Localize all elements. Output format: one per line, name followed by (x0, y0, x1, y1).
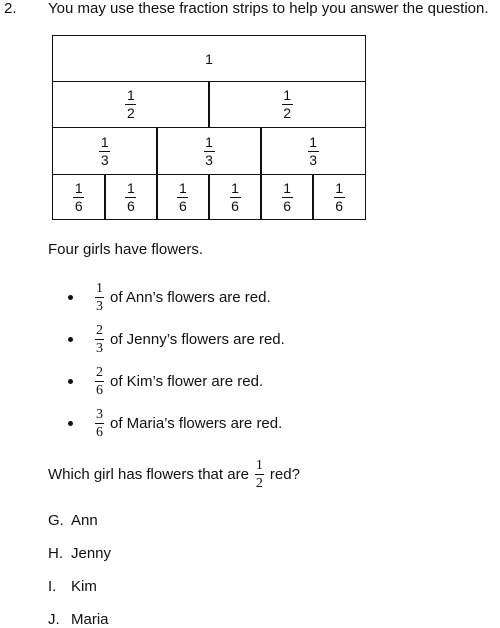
bullet-text: of Maria’s flowers are red. (110, 414, 283, 432)
denominator: 2 (126, 105, 135, 121)
fraction-label (95, 407, 104, 440)
strip-cell-sixth (52, 174, 106, 220)
bullet-text: of Kim’s flower are red. (110, 372, 264, 390)
choice-text: Jenny (71, 545, 112, 562)
numerator: 1 (96, 280, 103, 296)
choice-text: Ann (71, 512, 98, 529)
strip-row-sixths (52, 174, 366, 220)
strip-row-thirds (52, 127, 366, 175)
question-text-before: Which girl has flowers that are (48, 466, 249, 483)
bullet-dot-icon (68, 421, 73, 426)
strip-cell-whole (52, 35, 366, 82)
fraction-label (282, 88, 293, 121)
denominator: 3 (96, 340, 103, 356)
bullet-item (64, 405, 282, 441)
numerator: 1 (283, 87, 292, 103)
denominator: 6 (96, 382, 103, 398)
denominator: 6 (74, 197, 83, 214)
numerator: 1 (205, 133, 213, 150)
strip-cell-sixth (260, 174, 314, 220)
numerator: 1 (126, 179, 135, 196)
denominator: 3 (205, 151, 213, 168)
denominator: 2 (255, 476, 263, 491)
bullet-item (64, 363, 263, 399)
bullet-item (64, 321, 285, 357)
answer-choice-j[interactable] (48, 611, 109, 628)
strip-cell-sixth (156, 174, 210, 220)
fraction-label (334, 181, 345, 214)
strip-cell-sixth (104, 174, 158, 220)
answer-choice-g[interactable] (48, 512, 98, 529)
fraction-label (95, 281, 104, 314)
bullet-dot-icon (68, 295, 73, 300)
strip-cell-sixth (312, 174, 366, 220)
fraction-bar (255, 474, 264, 475)
bullet-text: of Ann’s flowers are red. (110, 288, 271, 306)
denominator: 6 (179, 197, 187, 214)
intro-text: Four girls have flowers. (48, 241, 204, 258)
numerator: 1 (255, 458, 263, 473)
fraction-label (255, 458, 264, 491)
fraction-label (308, 135, 319, 168)
strip-row-whole (52, 35, 366, 82)
numerator: 2 (96, 322, 103, 338)
bullet-dot-icon (68, 379, 73, 384)
numerator: 1 (231, 179, 239, 196)
fraction-bar (95, 381, 104, 382)
strip-row-halves (52, 81, 366, 128)
fraction-bar (95, 297, 104, 298)
numerator: 3 (96, 406, 103, 422)
fraction-label (125, 181, 136, 214)
question-text (48, 458, 300, 491)
choice-letter: G. (48, 512, 64, 529)
denominator: 6 (126, 197, 135, 214)
strip-cell-half (52, 81, 210, 128)
denominator: 6 (96, 424, 103, 440)
fraction-label (125, 88, 136, 121)
fraction-label (73, 181, 84, 214)
fraction-label (95, 323, 104, 356)
fraction-label (282, 181, 293, 214)
choice-letter: J. (48, 611, 60, 628)
denominator: 6 (231, 197, 239, 214)
question-prompt: You may use these fraction strips to help you answer the question. (48, 0, 489, 17)
denominator: 6 (335, 197, 344, 214)
fraction-label (204, 135, 215, 168)
strip-cell-third (260, 127, 366, 175)
strip-cell-third (156, 127, 262, 175)
strip-cell-half (208, 81, 366, 128)
choice-text: Kim (71, 578, 97, 595)
denominator: 3 (309, 151, 318, 168)
fraction-label (230, 181, 241, 214)
answer-choice-h[interactable] (48, 545, 111, 562)
strip-label-whole: 1 (205, 50, 213, 67)
fraction-bar (95, 423, 104, 424)
numerator: 1 (309, 133, 318, 150)
fraction-label (177, 181, 188, 214)
fraction-label (99, 135, 110, 168)
question-number: 2. (4, 0, 17, 17)
denominator: 3 (100, 151, 109, 168)
fraction-label (95, 365, 104, 398)
numerator: 1 (335, 179, 344, 196)
bullet-item (64, 279, 271, 315)
numerator: 1 (126, 87, 135, 103)
numerator: 1 (179, 179, 187, 196)
numerator: 2 (96, 364, 103, 380)
question-text-after: red? (269, 466, 300, 483)
choice-letter: I. (48, 578, 57, 595)
strip-cell-third (52, 127, 158, 175)
numerator: 1 (100, 133, 109, 150)
denominator: 2 (283, 105, 292, 121)
bullet-text: of Jenny’s flowers are red. (110, 330, 285, 348)
fraction-bar (95, 339, 104, 340)
fraction-strips (52, 35, 366, 220)
bullet-dot-icon (68, 337, 73, 342)
strip-cell-sixth (208, 174, 262, 220)
choice-text: Maria (71, 611, 109, 628)
choice-letter: H. (48, 545, 63, 562)
numerator: 1 (74, 179, 83, 196)
denominator: 3 (96, 298, 103, 314)
denominator: 6 (283, 197, 291, 214)
answer-choice-i[interactable] (48, 578, 97, 595)
numerator: 1 (283, 179, 291, 196)
